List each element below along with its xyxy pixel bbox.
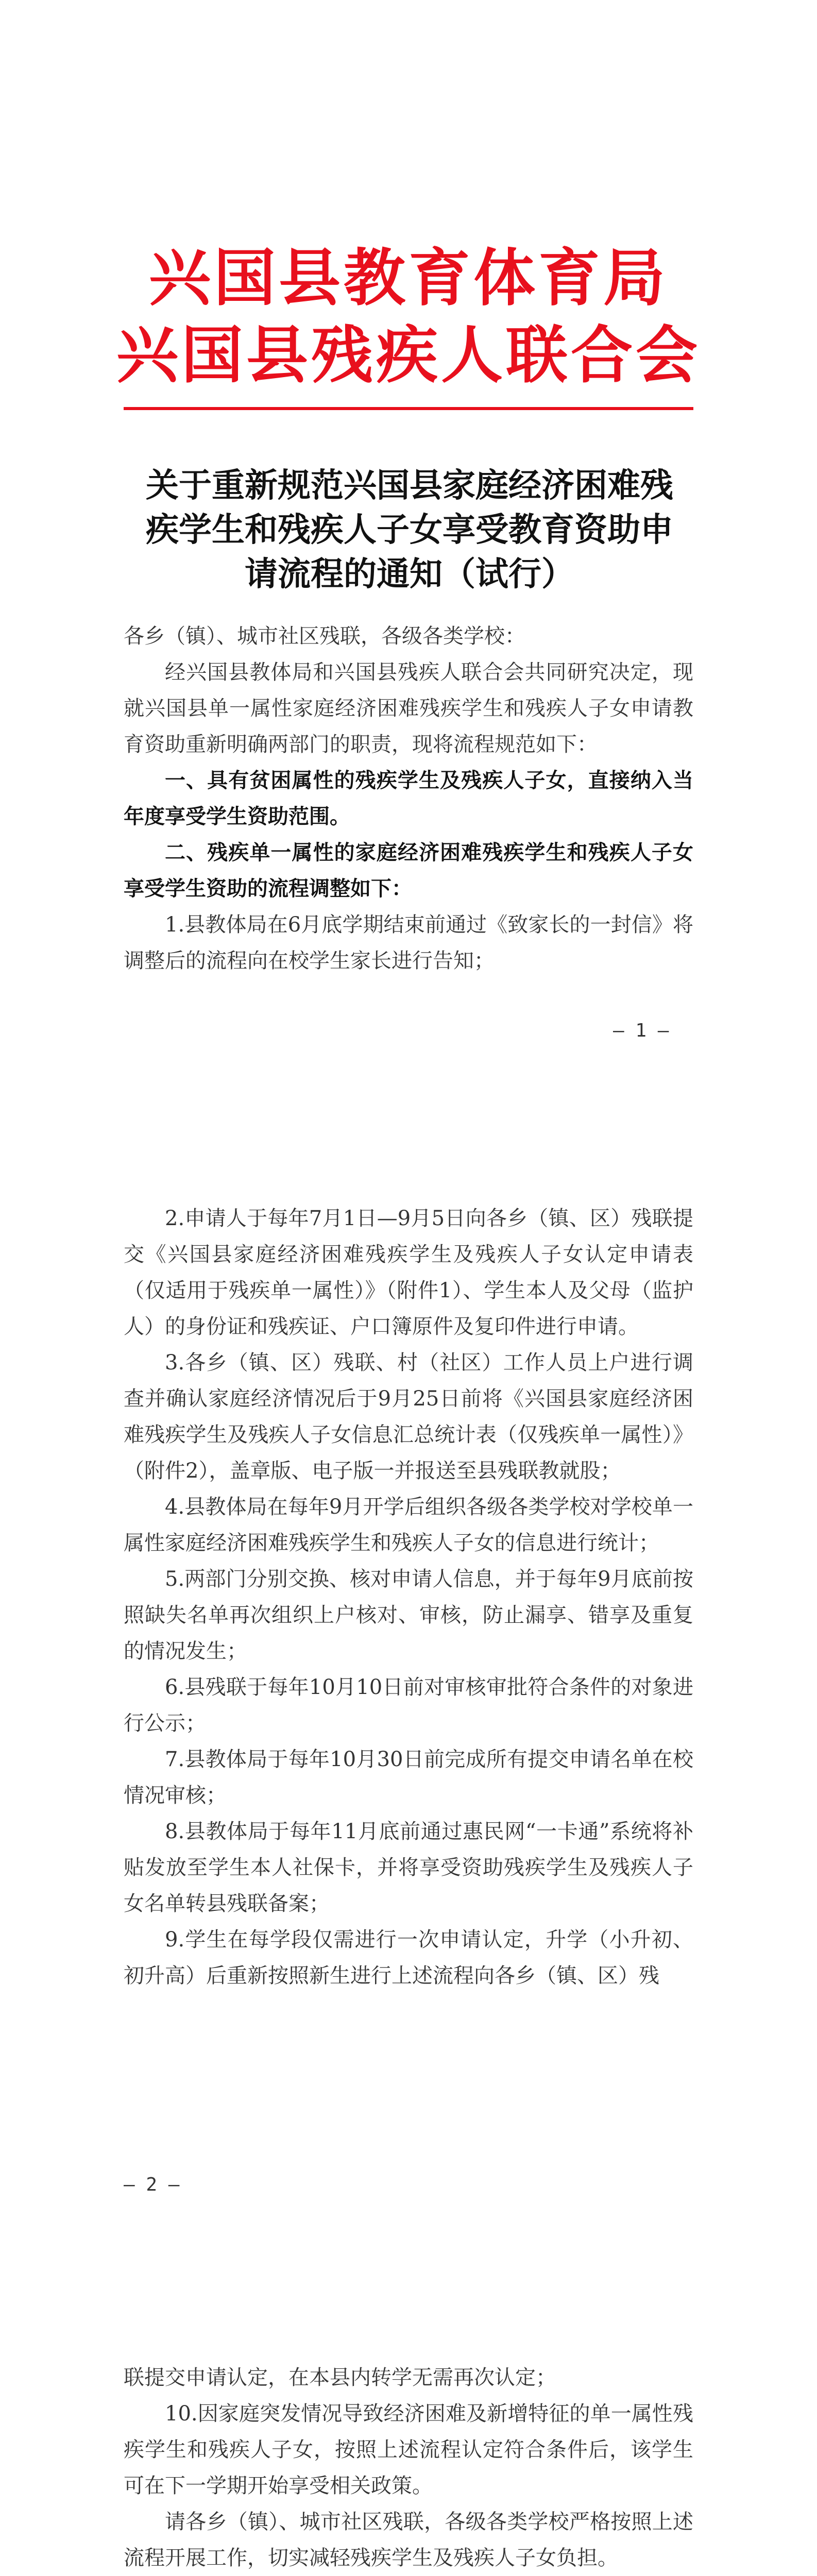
page-2 <box>0 1149 817 2298</box>
step-9: 9.学生在每学段仅需进行一次申请认定，升学（小升初、初升高）后重新按照新生进行上述流程向各乡（镇、区）残 <box>124 1928 693 1988</box>
point-2: 二、残疾单一属性的家庭经济困难残疾学生和残疾人子女享受学生资助的流程调整如下： <box>124 840 693 901</box>
step-2: 2.申请人于每年7月1日—9月5日向各乡（镇、区）残联提交《兴国县家庭经济困难残疾学生及残疾人子女认定申请表（仅适用于残疾单一属性）》（附件1）、学生本人及父母（监护人）的身份证和残疾证、户口簿原件及复印件进行申请。 <box>124 1207 693 1338</box>
step-8: 8.县教体局于每年11月底前通过惠民网“一卡通”系统将补贴发放至学生本人社保卡，并将享受资助残疾学生及残疾人子女名单转县残联备案； <box>124 1820 693 1916</box>
issuer-header-education: 兴国县教育体育局 <box>149 242 668 314</box>
step-1: 1.县教体局在6月底学期结束前通过《致家长的一封信》将调整后的流程向在校学生家长进行告知； <box>124 913 693 973</box>
body-page-1 <box>124 618 693 979</box>
step-3: 3.各乡（镇、区）残联、村（社区）工作人员上户进行调查并确认家庭经济情况后于9月25日前将《兴国县家庭经济困难残疾学生及残疾人子女信息汇总统计表（仅残疾单一属性）》（附件2），盖章版、电子版一并报送至县残联教就股； <box>124 1351 693 1483</box>
body-page-3 <box>124 2360 693 2576</box>
step-9-continued: 联提交申请认定，在本县内转学无需再次认定； <box>124 2366 556 2389</box>
page-number-1: — 1 — <box>613 1020 669 1041</box>
closing-paragraph: 请各乡（镇）、城市社区残联，各级各类学校严格按照上述流程开展工作，切实减轻残疾学生及残疾人子女负担。 <box>124 2510 693 2570</box>
body-page-2 <box>124 1200 693 1994</box>
page-number-2: — 2 — <box>124 2174 180 2195</box>
intro-paragraph: 经兴国县教体局和兴国县残疾人联合会共同研究决定，现就兴国县单一属性家庭经济困难残疾学生和残疾人子女申请教育资助重新明确两部门的职责，现将流程规范如下： <box>124 660 693 756</box>
issuer-header-disabled-federation: 兴国县残疾人联合会 <box>116 319 701 392</box>
document-title: 关于重新规范兴国县家庭经济困难残疾学生和残疾人子女享受教育资助申请流程的通知（试行） <box>146 466 673 594</box>
step-5: 5.两部门分别交换、核对申请人信息，并于每年9月底前按照缺失名单再次组织上户核对、审核，防止漏享、错享及重复的情况发生； <box>124 1567 693 1663</box>
page-1 <box>0 0 817 1149</box>
step-6: 6.县残联于每年10月10日前对审核审批符合条件的对象进行公示； <box>124 1675 693 1735</box>
step-7: 7.县教体局于每年10月30日前完成所有提交申请名单在校情况审核； <box>124 1748 693 1807</box>
salutation: 各乡（镇）、城市社区残联，各级各类学校： <box>124 624 525 648</box>
header-divider <box>124 407 693 410</box>
step-4: 4.县教体局在每年9月开学后组织各级各类学校对学校单一属性家庭经济困难残疾学生和残疾人子女的信息进行统计； <box>124 1495 693 1555</box>
point-1: 一、具有贫困属性的残疾学生及残疾人子女，直接纳入当年度享受学生资助范围。 <box>124 768 693 828</box>
page-3 <box>0 2298 817 2576</box>
step-10: 10.因家庭突发情况导致经济困难及新增特征的单一属性残疾学生和残疾人子女，按照上述流程认定符合条件后，该学生可在下一学期开始享受相关政策。 <box>124 2402 693 2498</box>
